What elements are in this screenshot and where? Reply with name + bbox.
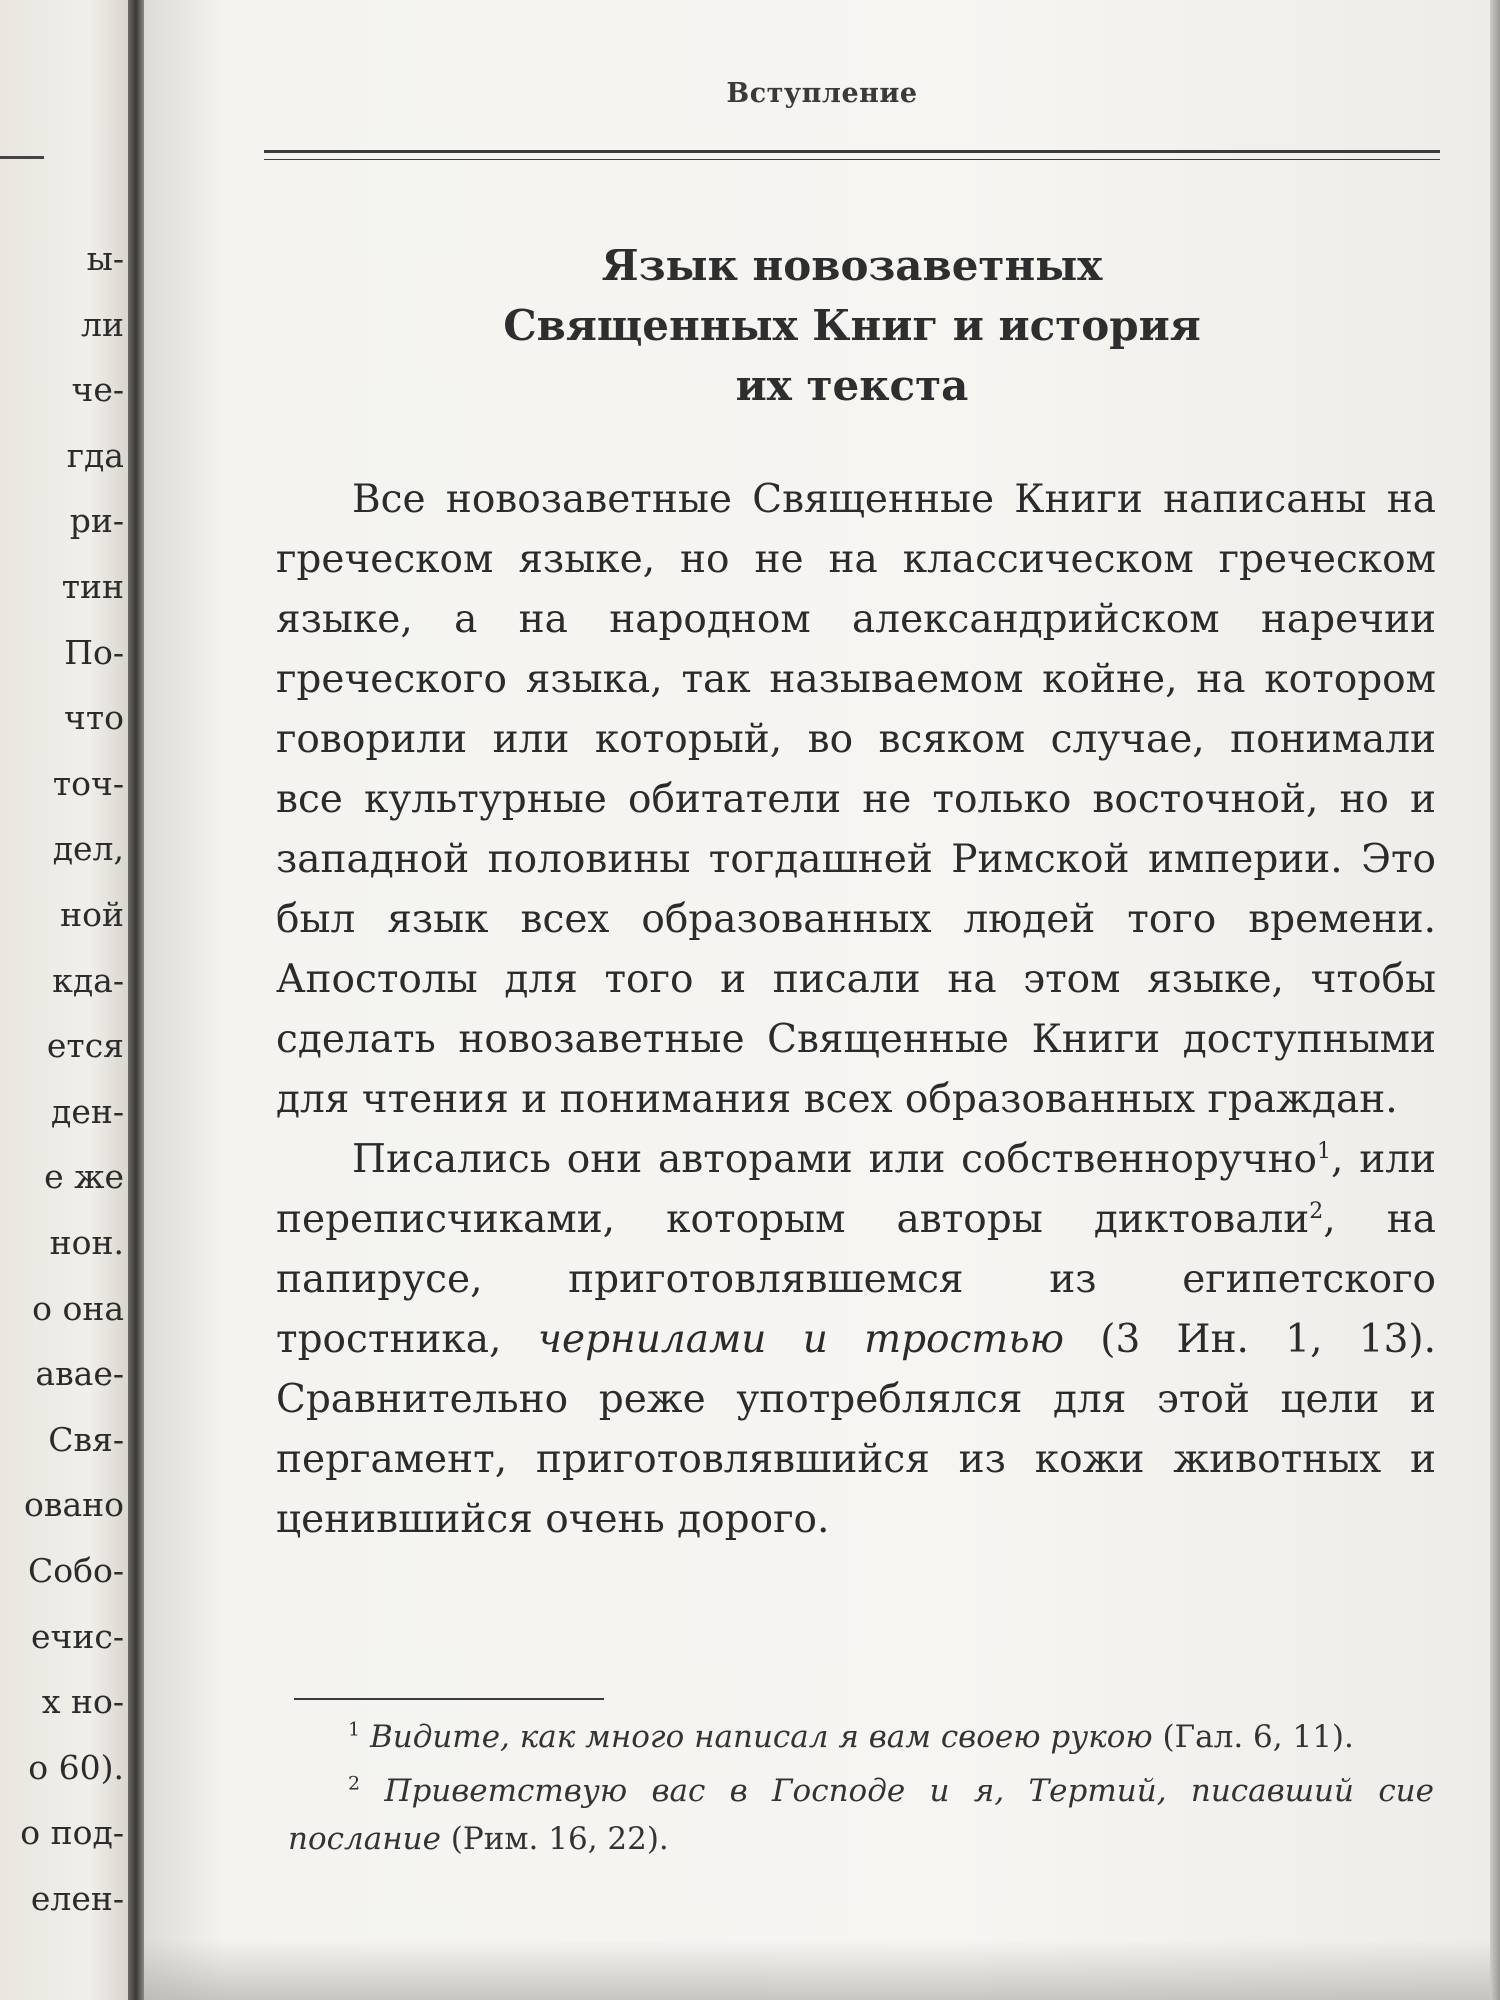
paragraph-1: Все новозаветные Священные Книги написаны на греческом языке, но не на классическом греческом языке, а на народном александрийском наречии греческого языка, так называемом койне, на котором говорили или который, во всяком случае, понимали все культурные обитатели не только восточной, но и западной половины тогдашней Римской империи. Это был язык всех образованных людей того времени. Апостолы для того и писали на этом языке, чтобы сделать новозаветные Священные Книги доступными для чтения и понимания всех образованных граждан.	[276, 477, 1436, 1122]
paragraph-2	[276, 1130, 1436, 1550]
chapter-title	[264, 236, 1440, 416]
footnote-1	[288, 1713, 1434, 1761]
p2-part-b: , или переписчиками, которым авторы диктовали	[276, 1137, 1436, 1242]
left-page-fragment: е же	[44, 1157, 124, 1197]
running-head: Вступление	[726, 78, 918, 109]
book-gutter	[128, 0, 144, 2000]
left-page-fragment: По-	[64, 632, 124, 672]
footnote-2-quote: Приветствую вас в Господе и я, Тертий, писавший сие послание	[288, 1773, 1434, 1857]
footnote-1-ref: (Гал. 6, 11).	[1152, 1719, 1354, 1755]
left-page-fragment: гда	[66, 435, 124, 475]
footnote-ref-2: 2	[1309, 1199, 1324, 1224]
left-page-fragment: кда-	[52, 960, 124, 1000]
left-page	[0, 0, 128, 2000]
footnote-1-quote: Видите, как много написал я вам своею рукою	[369, 1719, 1153, 1755]
left-page-fragment: ли	[81, 304, 124, 344]
page-bottom-shadow	[144, 1940, 1500, 2000]
right-page	[144, 0, 1500, 2000]
left-page-fragment: Собо-	[27, 1551, 124, 1590]
left-page-fragment: нон.	[49, 1223, 124, 1262]
left-page-fragment: тин	[61, 567, 124, 606]
p2-part-a: Писались они авторами или собственноручно	[352, 1137, 1318, 1182]
title-line-2: Священных Книг и история	[503, 301, 1201, 350]
header-rule	[264, 150, 1440, 160]
left-page-fragment: о 60).	[28, 1747, 124, 1787]
footnote-rule	[294, 1698, 604, 1700]
left-page-fragment: точ-	[52, 763, 124, 803]
footnote-2-ref: (Рим. 16, 22).	[440, 1821, 669, 1857]
left-page-fragment: ется	[46, 1026, 124, 1066]
left-page-fragment: елен-	[30, 1879, 124, 1918]
left-page-fragment: ден-	[51, 1091, 124, 1131]
p2-italic: чернилами и тростью	[537, 1317, 1064, 1362]
left-page-fragment: х но-	[41, 1682, 124, 1722]
left-page-fragment: авае-	[35, 1354, 124, 1394]
footnote-2-number: 2	[348, 1772, 361, 1795]
left-page-fragment: ы-	[86, 239, 124, 278]
left-page-fragment: овано	[24, 1485, 124, 1525]
footnote-2	[288, 1767, 1434, 1863]
left-page-fragment: о она	[32, 1288, 124, 1328]
left-page-fragment: ри-	[69, 501, 124, 541]
left-page-fragment: что	[64, 698, 124, 738]
footnotes	[288, 1713, 1434, 1869]
title-line-3: их текста	[735, 361, 969, 410]
left-page-fragment: о под-	[20, 1813, 124, 1853]
left-page-rule	[0, 156, 44, 159]
left-page-fragment: ной	[60, 895, 124, 934]
footnote-ref-1: 1	[1317, 1139, 1332, 1164]
left-page-fragment: Свя-	[48, 1419, 124, 1459]
body-text	[276, 470, 1436, 1550]
left-page-fragment: ечис-	[31, 1616, 124, 1656]
p2-part-d: (3 Ин. 1, 13). Сравнительно реже употреблялся для этой цели и пергамент, приготовлявшийся из кожи животных и ценившийся очень дорого.	[276, 1317, 1436, 1542]
title-line-1: Язык новозаветных	[601, 241, 1103, 290]
left-page-fragment: че-	[71, 370, 124, 410]
left-page-fragment: дел,	[52, 829, 124, 869]
footnote-1-number: 1	[348, 1718, 361, 1741]
page-edge	[1490, 0, 1500, 2000]
p2-part-c: , на папирусе, приготовлявшемся из египетского тростника,	[276, 1197, 1436, 1362]
